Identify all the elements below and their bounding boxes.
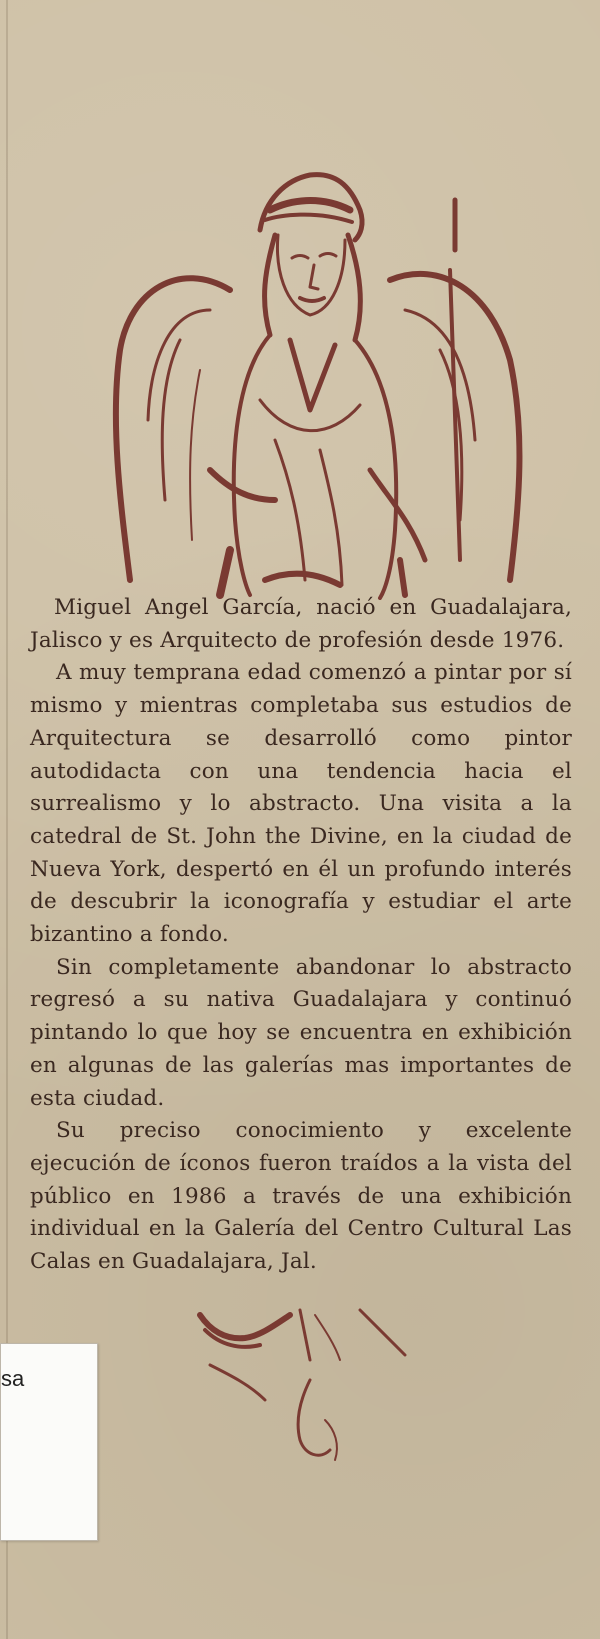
label-text: sa xyxy=(1,1366,25,1391)
paragraph-2: A muy temprana edad comenzó a pintar por sí mismo y mientras completaba sus estudios de Arquitectura se desarrolló como pintor autodidacta con una tendencia hacia el surrealismo y lo abstracto. Una visita a la catedral de St. John the Divine, en la ciudad de Nueva York, despertó en él un profundo interés de descubrir la iconografía y estudiar el arte bizantino a fondo. xyxy=(30,660,572,948)
paragraph-3: Sin completamente abandonar lo abstracto regresó a su nativa Guadalajara y continuó pintando lo que hoy se encuentra en exhibición en algunas de las galerías mas importantes de esta ciudad. xyxy=(30,954,572,1111)
paragraph-4: Su preciso conocimiento y excelente ejecución de íconos fueron traídos a la vista del público en 1986 a través de una exhibición individual en la Galería del Centro Cultural Las Calas en Guadalajara, Jal. xyxy=(30,1118,572,1275)
library-label xyxy=(0,1343,98,1541)
paragraph-1: Miguel Angel García, nació en Guadalajara, Jalisco y es Arquitecto de profesión desde 1976. xyxy=(30,595,572,653)
biography-text xyxy=(30,592,572,1279)
angel-illustration xyxy=(60,140,560,600)
hands-sketch xyxy=(150,1300,450,1470)
